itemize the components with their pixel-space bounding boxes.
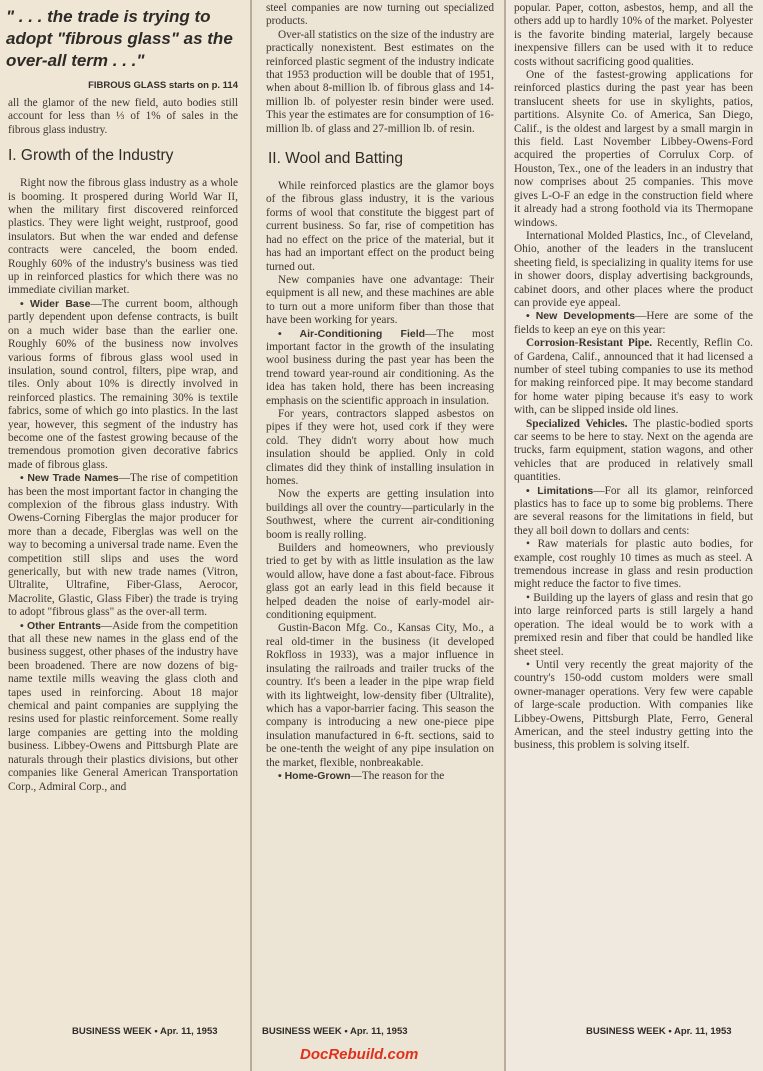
paragraph bbox=[252, 770, 504, 783]
subhead-specialized-vehicles: Specialized Vehicles. bbox=[526, 417, 628, 430]
paragraph: Right now the fibrous glass industry as a whole is booming. It prospered during World War II, when the military first discovered reinforced plastics. They were light weight, rustproof, good insulators. But when the war ended and defense contracts were canceled, the boom ended. Roughly 60% of the industry's business was tied up in reinforced plastics for which there was no immediate civilian market. bbox=[8, 177, 238, 297]
subhead-new-trade-names: • New Trade Names bbox=[20, 472, 119, 485]
paragraph bbox=[506, 485, 763, 539]
paragraph-text: —The most important factor in the growth of the insulating wool business during the past year has been the trend toward year-round air conditioning. As the idea has taken hold, there has been increasing emphasis on the scientific approach in insulation. bbox=[266, 327, 495, 407]
paragraph: New companies have one advantage: Their equipment is all new, and these machines are able to turn out a more uniform fiber than those that have been working for years. bbox=[266, 273, 494, 327]
column-2 bbox=[252, 0, 504, 1071]
paragraph-text: —The reason for the bbox=[350, 769, 445, 782]
paragraph bbox=[0, 298, 250, 472]
bullet-paragraph: • Until very recently the great majority of the country's 150-odd custom molders were small owner-manager operations. Very few were capable of large-scale production. With companies like Libbey-Owens, Pittsburgh Plate, Ferro, General American, and the steel industry getting into the business, this problem is solving itself. bbox=[514, 658, 753, 752]
column-1 bbox=[0, 0, 250, 1071]
paragraph: One of the fastest-growing applications for reinforced plastics during the past year has been translucent sheets for use in skylights, patios, partitions. Alsynite Co. of America, San Diego, Calif., is the oldest and largest by a small margin in this field. Last November Libbey-Owens-Ford acquired the properties of Corrulux Corp. of Houston, Tex., one of the leaders in an industry that now comprises about 25 companies. This move gives L-O-F an edge in the construction field where it already had a strong foothold via its Thermopane windows. bbox=[514, 69, 753, 229]
pull-quote-reference: FIBROUS GLASS starts on p. 114 bbox=[88, 80, 238, 91]
subhead-limitations: • Limitations bbox=[526, 484, 594, 497]
paragraph bbox=[0, 620, 250, 794]
paragraph: steel companies are now turning out specialized products. bbox=[266, 2, 494, 28]
paragraph: Over-all statistics on the size of the industry are practically nonexistent. Best estimates on the reinforced plastic segment of the industry indicate that 1953 production will be double that of 1951, when about 8-million lb. of fibrous glass and 14-million lb. of polyester resin binder were used. This year the estimates are for consumption of 16-million lb. of glass and 27-million lb. of resin. bbox=[266, 28, 494, 135]
paragraph-text: Recently, Reflin Co. of Gardena, Calif., announced that it had licensed a number of steel tubing companies to use its method for making reinforced pipe. It may become standard for home water piping because it's easy to work with, can be slipped inside old lines. bbox=[514, 337, 753, 417]
column-3 bbox=[506, 0, 763, 1071]
subhead-new-developments: • New Developments bbox=[526, 310, 636, 323]
pull-quote: " . . . the trade is trying to adopt "fibrous glass" as the over-all term . . ." bbox=[6, 7, 233, 70]
paragraph: Gustin-Bacon Mfg. Co., Kansas City, Mo., a real old-timer in the business (it developed Rokfloss in 1933), was a major influence in insulating the railroads and trailer trucks of the country. It's been a leader in the pipe wrap field with its lightweight, low-density fiber (Ultralite), which has a vapor-barrier facing. This season the company is introducing a new one-piece pipe insulation manufactured in 6-ft. sections, said to be one-tenth the weight of any pipe insulation on the market, flexible, nonbreakable. bbox=[266, 622, 494, 769]
paragraph: International Molded Plastics, Inc., of Cleveland, Ohio, another of the leaders in the translucent sheeting field, is specializing in quality items for use in shower doors, display advertising backgrounds, cabinet doors, and other places where the product can provide eye appeal. bbox=[514, 229, 753, 309]
paragraph: While reinforced plastics are the glamor boys of the fibrous glass industry, it is the various forms of wool that constitute the biggest part of current business. So far, rise of competition has had no effect on the price of the material, but it has had an important effect on the product being turned out. bbox=[266, 180, 494, 273]
paragraph-text: —The rise of competition has been the most important factor in changing the complexion of the fibrous glass industry. With Owens-Corning Fiberglas the major producer for more than a decade, Fiberglas was well on the way to becoming a universal trade name. Even the competition still slips and uses the word generically, but with new trade names (Vitron, Ultralite, Ultrafine, Fiber-Glass, Aerocor, Macrolite, Glastic, Glass Fiber) the trade is trying to adopt "fibrous glass" as the over-all term. bbox=[8, 472, 238, 619]
paragraph bbox=[506, 337, 763, 417]
section-heading-growth: I. Growth of the Industry bbox=[8, 147, 174, 165]
paragraph-text: —Here are some of the fields to keep an eye on this year: bbox=[514, 310, 754, 336]
paragraph-text: The plastic-bodied sports car seems to be here to stay. Next on the agenda are trucks, farm equipment, station wagons, and other vehicles that are produced in relatively small quantities. bbox=[514, 417, 753, 484]
paragraph bbox=[506, 310, 763, 337]
paragraph-text: —For all its glamor, reinforced plastics has to face up to some big problems. There are several reasons for the limitations in field, but they all boil down to dollars and cents: bbox=[514, 484, 753, 537]
paragraph bbox=[252, 328, 504, 408]
subhead-home-grown: • Home-Grown bbox=[278, 769, 351, 782]
paragraph: Builders and homeowners, who previously tried to get by with as little insulation as the law would allow, have done a fast about-face. Fibrous glass got an early lead in this field because it helped deaden the noise of early-model air-conditioning equipment. bbox=[266, 542, 494, 622]
watermark: DocRebuild.com bbox=[300, 1046, 419, 1063]
page-footer: BUSINESS WEEK • Apr. 11, 1953 bbox=[72, 1026, 218, 1037]
subhead-corrosion-resistant-pipe: Corrosion-Resistant Pipe. bbox=[526, 337, 653, 350]
page-footer: BUSINESS WEEK • Apr. 11, 1953 bbox=[262, 1026, 408, 1037]
paragraph-text: —Aside from the competition that all these new names in the glass end of the business suggest, other phases of the industry have been broadened. There are now dozens of big-name textile mills weaving the glass cloth and tapes used in reinforcing. About 18 major chemical and paint companies are supplying the resins used for plastic reinforcement. Some really large companies are getting into the molding business. Libbey-Owens and Pittsburgh Plate are naturals through their plastics divisions, but other companies like General American Transportation Corp., Admiral Corp., and bbox=[8, 619, 238, 793]
subhead-other-entrants: • Other Entrants bbox=[20, 619, 101, 632]
page-footer: BUSINESS WEEK • Apr. 11, 1953 bbox=[586, 1026, 732, 1037]
paragraph bbox=[0, 472, 250, 619]
bullet-paragraph: • Building up the layers of glass and resin that go into large reinforced parts is still largely a hand operation. The ideal would be to work with a premixed resin and fiber that could be handled like sheet steel. bbox=[514, 591, 753, 658]
paragraph: popular. Paper, cotton, asbestos, hemp, and all the others add up to hardly 10% of the market. Polyester is the favorite binding material, largely because inexpensive fillers can be used with it to reduce costs without sacrificing good qualities. bbox=[514, 2, 753, 68]
section-heading-wool: II. Wool and Batting bbox=[268, 150, 403, 168]
paragraph-text: —The current boom, although partly dependent upon defense contracts, is built on a much wider base than the earlier one. Roughly 60% of the business now involves various forms of fibrous glass wool used in insulation, sound control, filters, pipe wrap, and tiles. Only about 10% is directly involved in reinforced plastics. The remaining 30% is textile fabrics, some of which go into plastics. In the last year, however, this segment of the industry has become one of the fastest growing because of the tremendous promotion given decorative fabrics made of fibrous glass. bbox=[8, 297, 238, 471]
intro-paragraph: all the glamor of the new field, auto bodies still account for less than ⅓ of 1% of sales in the fibrous glass industry. bbox=[8, 97, 238, 136]
paragraph: Now the experts are getting insulation into buildings all over the country—particularly in the Southwest, where the current air-conditioning boom is really rolling. bbox=[266, 488, 494, 541]
paragraph bbox=[506, 418, 763, 485]
paragraph: For years, contractors slapped asbestos on pipes if they were hot, used cork if they were cold. They didn't worry about how much insulation should be applied. Only in cold climates did they think of installing insulation in homes. bbox=[266, 407, 494, 487]
subhead-air-conditioning: • Air-Conditioning Field bbox=[278, 327, 426, 340]
bullet-paragraph: • Raw materials for plastic auto bodies, for example, cost roughly 10 times as much as steel. A tremendous increase in glass and resin production might reduce the factor to five times. bbox=[514, 538, 753, 591]
subhead-wider-base: • Wider Base bbox=[20, 297, 91, 310]
